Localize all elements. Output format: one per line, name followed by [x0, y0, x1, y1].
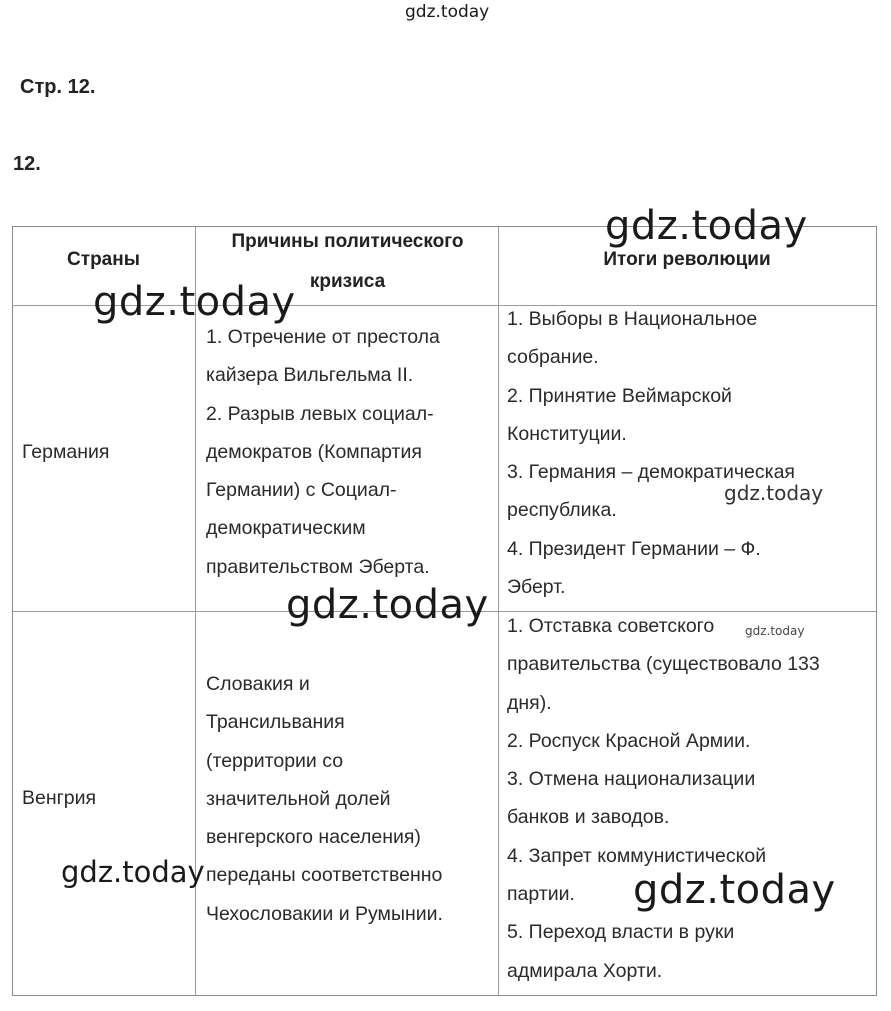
causes-hungary: [206, 665, 491, 933]
text-line: Чехословакии и Румынии.: [206, 902, 443, 925]
watermark-overlay: gdz.today: [745, 624, 805, 638]
watermark-overlay: gdz.today: [605, 203, 808, 249]
header-causes: Причины политического кризиса: [231, 231, 464, 292]
watermark-overlay: gdz.today: [61, 855, 205, 889]
watermark-top: gdz.today: [405, 2, 490, 22]
text-line: (территории со: [206, 749, 344, 772]
text-line: кайзера Вильгельма II.: [206, 364, 414, 387]
text-line: партии.: [507, 883, 575, 906]
text-line: переданы соответственно: [206, 864, 443, 887]
text-line: Германии) с Социал-: [206, 479, 397, 502]
text-line: адмирала Хорти.: [507, 959, 663, 982]
text-line: 1. Отставка советского: [507, 615, 715, 637]
text-line: 2. Роспуск Красной Армии.: [507, 729, 751, 752]
country-germany: Германия: [22, 441, 110, 463]
country-hungary: Венгрия: [22, 787, 97, 809]
page-label: Стр. 12.: [20, 76, 96, 98]
causes-germany: [206, 318, 491, 586]
text-line: Словакия и: [206, 673, 310, 695]
text-line: венгерского населения): [206, 826, 421, 849]
task-number: 12.: [13, 153, 41, 175]
text-line: 2. Разрыв левых социал-: [206, 402, 434, 425]
text-line: 2. Принятие Веймарской: [507, 384, 732, 407]
header-results: Итоги революции: [603, 249, 771, 270]
text-line: Трансильвания: [206, 711, 345, 734]
header-countries: Страны: [67, 249, 140, 270]
results-hungary: [507, 607, 872, 990]
text-line: 4. Запрет коммунистической: [507, 844, 767, 867]
text-line: правительства (существовало 133: [507, 653, 820, 676]
text-line: значительной долей: [206, 787, 391, 810]
text-line: 1. Отречение от престола: [206, 326, 440, 348]
text-line: демократическим: [206, 517, 366, 540]
text-line: 3. Германия – демократическая: [507, 461, 795, 484]
results-germany: [507, 300, 872, 606]
text-line: демократов (Компартия: [206, 440, 422, 463]
text-line: правительством Эберта.: [206, 555, 430, 578]
watermark-overlay: gdz.today: [93, 279, 296, 325]
watermark-overlay: gdz.today: [724, 481, 824, 505]
text-line: дня).: [507, 691, 552, 714]
text-line: 3. Отмена национализации: [507, 768, 756, 791]
text-line: 1. Выборы в Национальное: [507, 308, 758, 330]
text-line: республика.: [507, 499, 617, 522]
text-line: 4. Президент Германии – Ф.: [507, 537, 761, 560]
text-line: собрание.: [507, 346, 599, 369]
watermark-overlay: gdz.today: [286, 582, 489, 628]
watermark-overlay: gdz.today: [633, 867, 836, 913]
text-line: Эберт.: [507, 576, 566, 599]
text-line: банков и заводов.: [507, 806, 670, 829]
text-line: 5. Переход власти в руки: [507, 921, 735, 944]
text-line: Конституции.: [507, 422, 627, 445]
